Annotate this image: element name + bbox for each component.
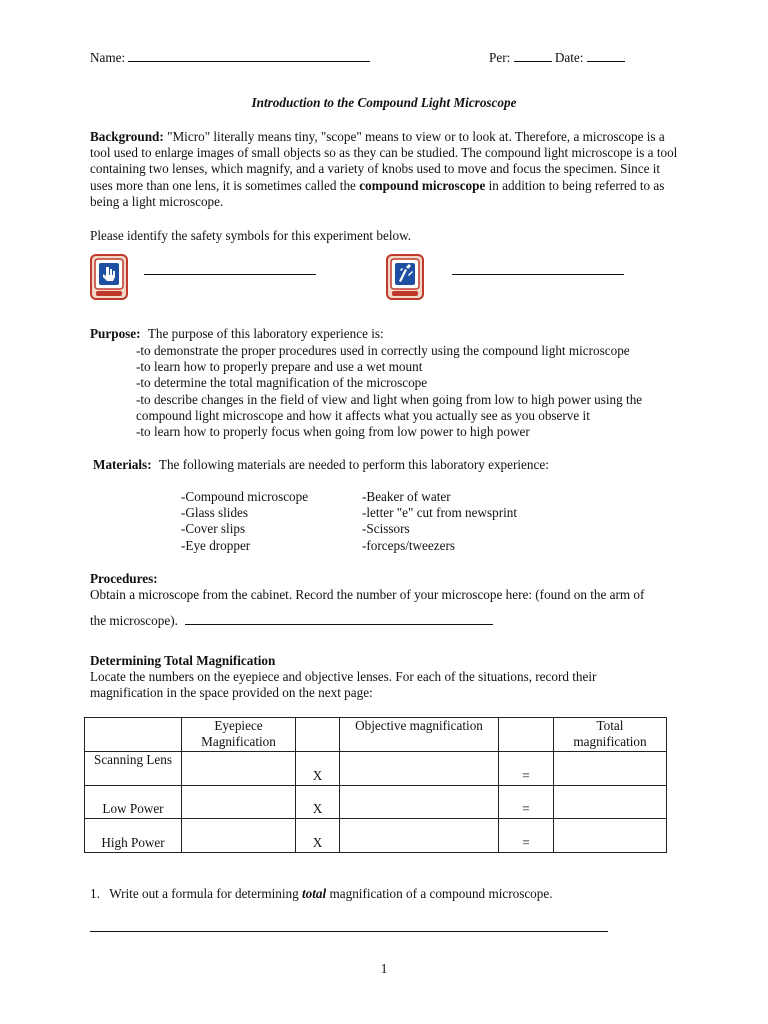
question-text-before: Write out a formula for determining bbox=[109, 886, 303, 901]
equals-sign: = bbox=[499, 752, 554, 786]
total-input-cell[interactable] bbox=[554, 786, 667, 819]
purpose-intro: The purpose of this laboratory experience is: bbox=[147, 326, 384, 341]
equals-sign: = bbox=[499, 819, 554, 853]
hand-safety-icon bbox=[90, 253, 128, 303]
question-text-after: magnification of a compound microscope. bbox=[326, 886, 553, 901]
background-text-1: "Micro" literally means tiny, "scope" means to view or to look at. Therefore, a microscope is a tool used to enlarge images of small objects so as they can be studied. The compound light microscope is a tool containing two lenses, which magnify, and a variety of knobs used to move and focus the specimen. Since it uses more than one lens, it is sometimes called the bbox=[90, 129, 678, 193]
list-item: -letter "e" cut from newsprint bbox=[362, 505, 518, 521]
total-input-cell[interactable] bbox=[554, 819, 667, 853]
magnification-line-1: Locate the numbers on the eyepiece and objective lenses. For each of the situations, record their bbox=[90, 669, 597, 684]
name-label: Name: bbox=[90, 50, 126, 65]
safety-prompt: Please identify the safety symbols for this experiment below. bbox=[90, 228, 412, 243]
procedures-label: Procedures: bbox=[90, 571, 158, 586]
background-bold-term: compound microscope bbox=[359, 177, 486, 193]
list-item: -Compound microscope bbox=[181, 489, 309, 504]
materials-column-1 bbox=[181, 489, 308, 554]
times-sign: X bbox=[296, 752, 340, 786]
magnification-heading: Determining Total Magnification bbox=[90, 653, 276, 668]
list-item: -to demonstrate the proper procedures used in correctly using the compound light microscope bbox=[136, 343, 630, 358]
question-1 bbox=[90, 886, 553, 902]
table-row bbox=[85, 752, 667, 786]
procedures-line-2 bbox=[90, 612, 493, 629]
date-field[interactable] bbox=[587, 49, 625, 62]
row-label: High Power bbox=[85, 819, 182, 853]
table-header-cell bbox=[296, 718, 340, 752]
question-emphasis: total bbox=[302, 886, 327, 901]
objective-input-cell[interactable] bbox=[340, 752, 499, 786]
purpose-label: Purpose: bbox=[90, 326, 141, 341]
list-item: -to learn how to properly focus when going from low power to high power bbox=[136, 424, 530, 440]
list-item: -Scissors bbox=[362, 521, 410, 537]
per-label: Per: bbox=[489, 50, 511, 65]
list-item: -to determine the total magnification of the microscope bbox=[136, 375, 428, 391]
list-item: -Glass slides bbox=[181, 505, 249, 521]
equals-sign: = bbox=[499, 786, 554, 819]
background-text-2: in addition to being referred to as being a light microscope. bbox=[90, 177, 665, 209]
purpose-list bbox=[136, 343, 642, 440]
table-header-cell: Objective magnification bbox=[340, 718, 499, 752]
materials-intro: The following materials are needed to perform this laboratory experience: bbox=[158, 457, 549, 472]
list-item: -to learn how to properly prepare and use a wet mount bbox=[136, 359, 423, 375]
background-paragraph bbox=[90, 129, 686, 210]
table-header-row bbox=[85, 718, 667, 752]
eyepiece-input-cell[interactable] bbox=[182, 786, 296, 819]
question-1-answer-line[interactable] bbox=[90, 919, 608, 936]
eyepiece-input-cell[interactable] bbox=[182, 752, 296, 786]
purpose-heading bbox=[90, 326, 384, 342]
materials-label: Materials: bbox=[93, 457, 152, 472]
table-header-cell bbox=[499, 718, 554, 752]
list-item: -Eye dropper bbox=[181, 537, 251, 553]
total-input-cell[interactable] bbox=[554, 752, 667, 786]
table-header-cell bbox=[85, 718, 182, 752]
background-label: Background: bbox=[90, 129, 164, 144]
magnification-table bbox=[84, 717, 667, 853]
period-field[interactable] bbox=[514, 49, 552, 62]
date-label: Date: bbox=[554, 50, 584, 65]
question-number: 1. bbox=[90, 886, 100, 901]
safety-answer-1[interactable] bbox=[144, 262, 316, 279]
list-item: -Beaker of water bbox=[362, 489, 451, 504]
procedures-line-2-text: the microscope). bbox=[90, 613, 178, 628]
page-number: 1 bbox=[380, 961, 388, 976]
list-item: -to describe changes in the field of view and light when going from low to high power using the bbox=[136, 391, 643, 407]
table-row bbox=[85, 819, 667, 853]
row-label: Low Power bbox=[85, 786, 182, 819]
procedures-line-1: Obtain a microscope from the cabinet. Record the number of your microscope here: (found on the arm of bbox=[90, 587, 645, 602]
microscope-number-field[interactable] bbox=[185, 612, 493, 625]
list-item: compound light microscope and how it affects what you actually see as you observe it bbox=[136, 407, 590, 423]
objective-input-cell[interactable] bbox=[340, 786, 499, 819]
row-label: Scanning Lens bbox=[85, 752, 182, 786]
glassware-safety-icon bbox=[386, 253, 424, 303]
per-date-line bbox=[489, 49, 625, 66]
objective-input-cell[interactable] bbox=[340, 819, 499, 853]
table-header-cell: Eyepiece Magnification bbox=[182, 718, 296, 752]
materials-heading bbox=[93, 457, 549, 473]
list-item: -forceps/tweezers bbox=[362, 537, 455, 553]
list-item: -Cover slips bbox=[181, 521, 246, 537]
magnification-line-2: magnification in the space provided on the next page: bbox=[90, 685, 373, 700]
times-sign: X bbox=[296, 786, 340, 819]
table-row bbox=[85, 786, 667, 819]
table-header-cell: Total magnification bbox=[554, 718, 667, 752]
safety-answer-2[interactable] bbox=[452, 262, 624, 279]
page-title: Introduction to the Compound Light Microscope bbox=[251, 95, 517, 110]
materials-column-2 bbox=[362, 489, 517, 554]
name-field[interactable] bbox=[128, 49, 370, 62]
eyepiece-input-cell[interactable] bbox=[182, 819, 296, 853]
name-line bbox=[90, 49, 370, 66]
times-sign: X bbox=[296, 819, 340, 853]
